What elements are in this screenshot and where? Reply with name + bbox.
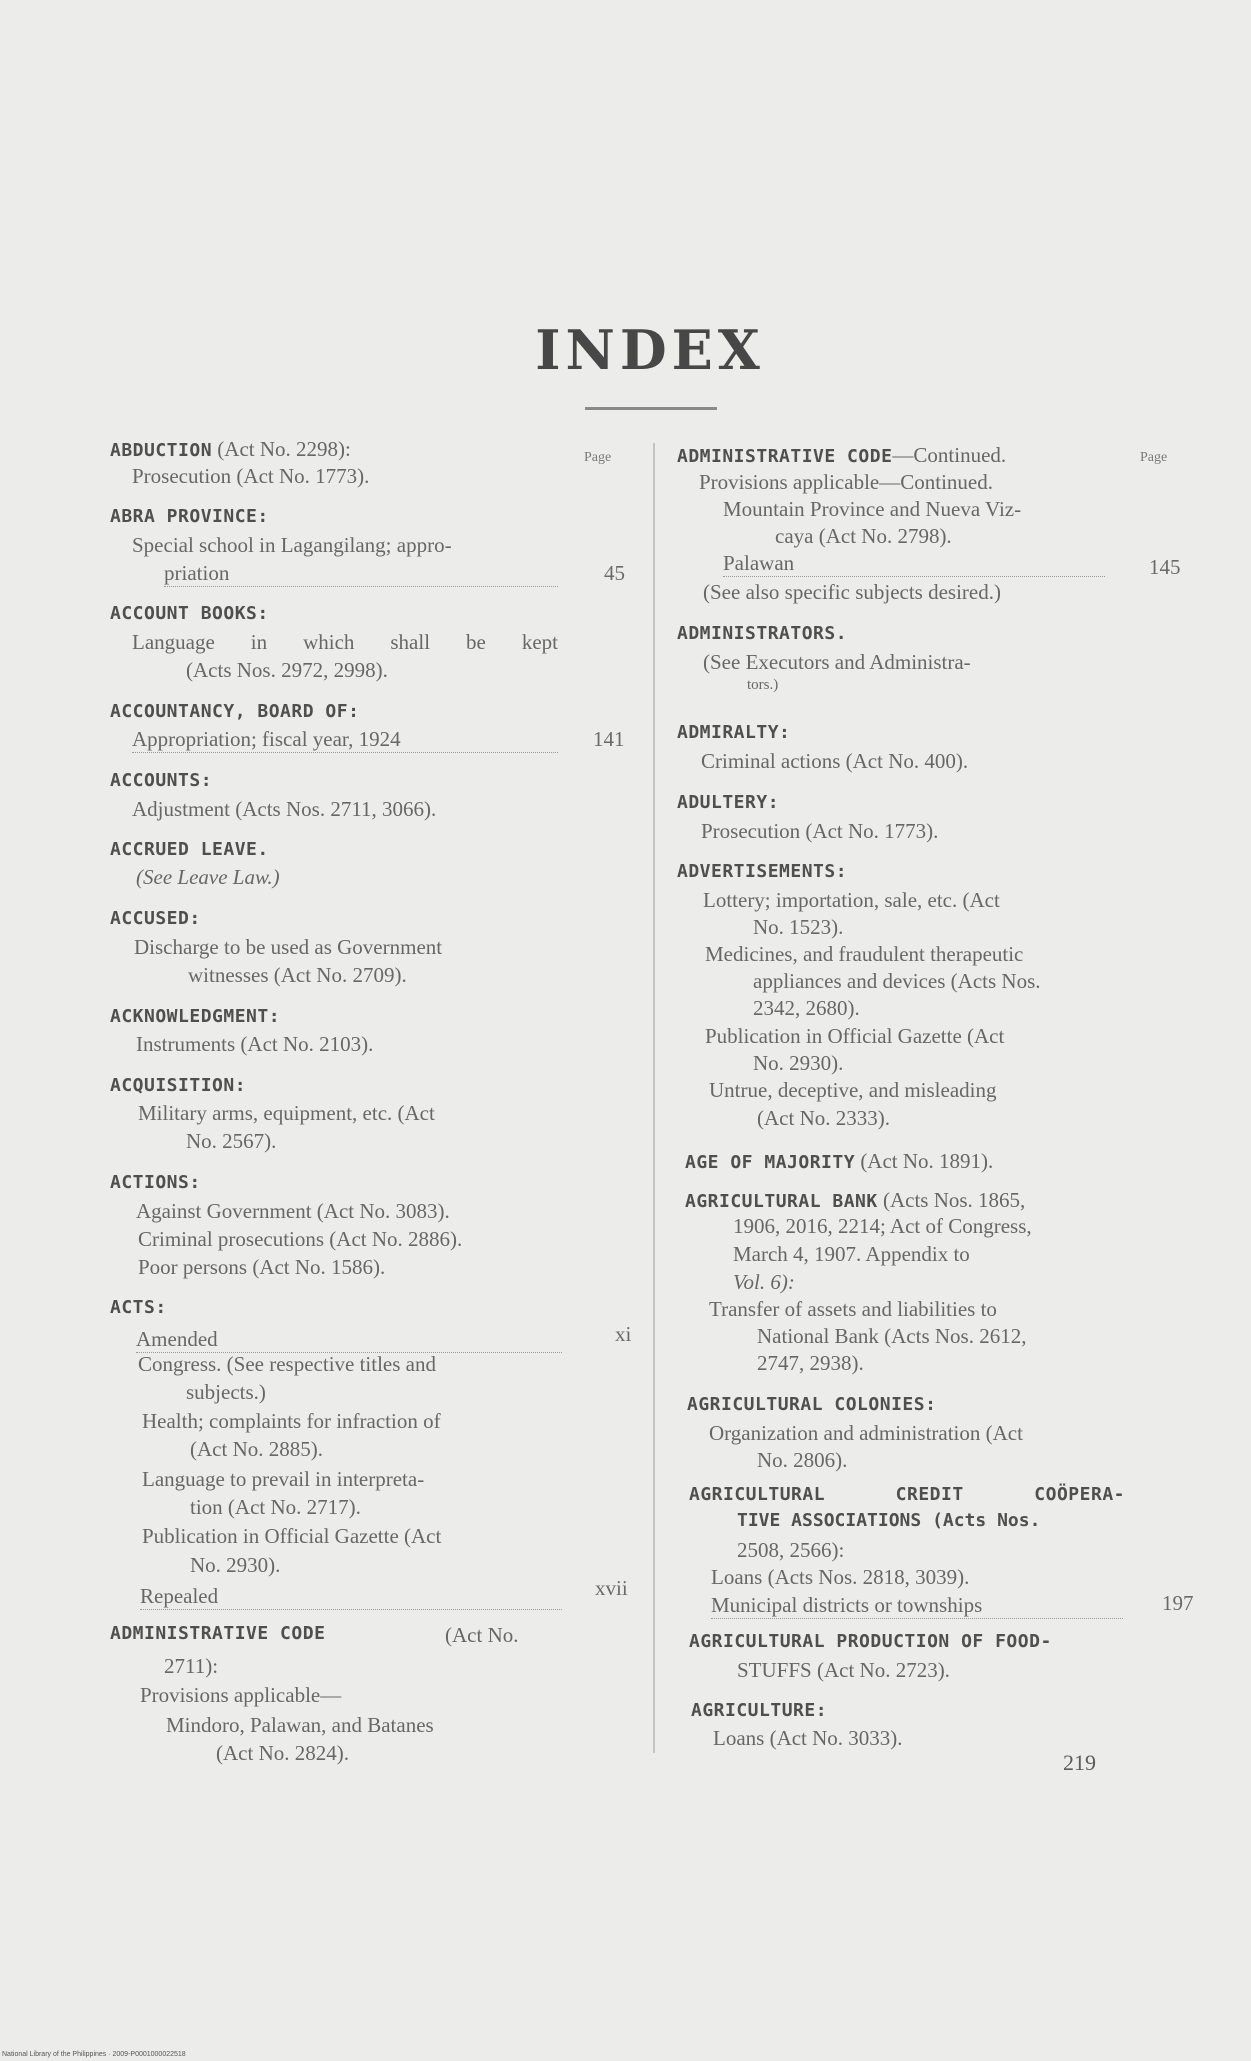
page-label-left: Page (584, 450, 612, 465)
page-number: 219 (1063, 1750, 1096, 1775)
page-label-right: Page (1140, 450, 1168, 465)
column-divider (653, 443, 655, 1753)
title-rule (585, 407, 717, 410)
page-title: INDEX (535, 318, 765, 382)
footer-note: National Library of the Philippines · 2009-P0001000022518 (2, 2051, 186, 2058)
